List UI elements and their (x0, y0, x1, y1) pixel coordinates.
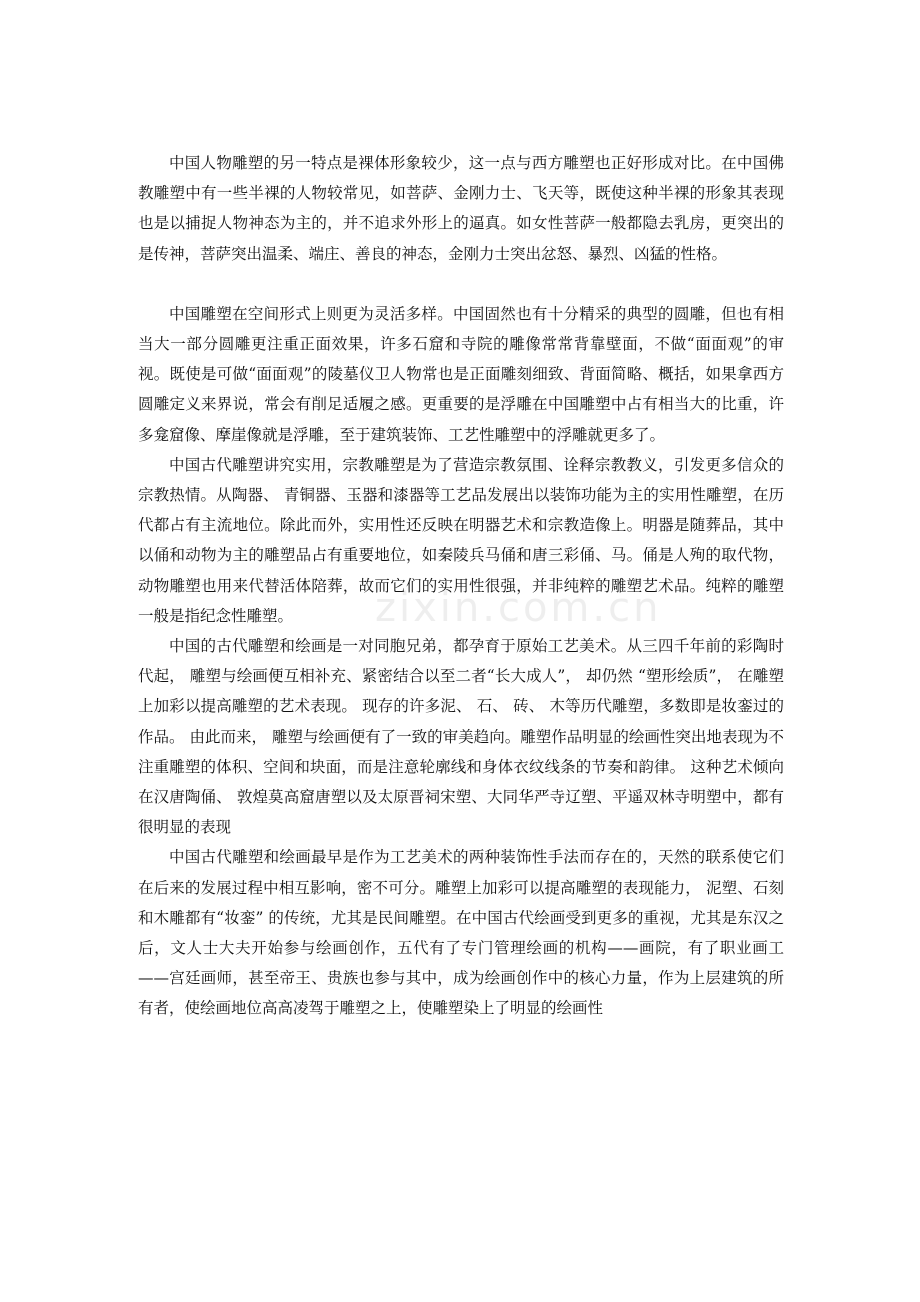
paragraph-spatial-form: 中国雕塑在空间形式上则更为灵活多样。中国固然也有十分精采的典型的圆雕，但也有相当大一部分圆雕更注重正面效果，许多石窟和寺院的雕像常常背靠壁面，不做“面面观”的审视。既使是可做“面面观”的陵墓仪卫人物常也是正面雕刻细致、背面简略、概括，如果拿西方圆雕定义来界说，常会有削足适履之感。更重要的是浮雕在中国雕塑中占有相当大的比重，许多龛窟像、摩崖像就是浮雕，至于建筑装饰、工艺性雕塑中的浮雕就更多了。 (138, 304, 784, 444)
paragraph-sculpture-painting: 中国的古代雕塑和绘画是一对同胞兄弟，都孕育于原始工艺美术。从三四千年前的彩陶时代起， 雕塑与绘画便互相补充、紧密结合以至二者“长大成人”， 却仍然 “塑形绘质”， 在雕塑上加彩以提高雕塑的艺术表现。 现存的许多泥、 石、 砖、 木等历代雕塑，多数即是妆銮过的作品。 由此而来， 雕塑与绘画便有了一致的审美趋向。雕塑作品明显的绘画性突出地表现为不注重雕塑的体积、空间和块面，而是注意轮廓线和身体衣纹线条的节奏和韵律。 这种艺术倾向在汉唐陶俑、 敦煌莫高窟唐塑以及太原晋祠宋塑、大同华严寺辽塑、平遥双林寺明塑中，都有很明显的表现 (138, 637, 784, 837)
paragraph-nude-figures: 中国人物雕塑的另一特点是裸体形象较少，这一点与西方雕塑也正好形成对比。在中国佛教雕塑中有一些半裸的人物较常见，如菩萨、金刚力士、飞天等，既使这种半裸的形象其表现也是以捕捉人物神态为主的，并不追求外形上的逼真。如女性菩萨一般都隐去乳房，更突出的是传神，菩萨突出温柔、端庄、善良的神态，金刚力士突出忿怒、暴烈、凶猛的性格。 (138, 154, 784, 263)
paragraph-practical-use: 中国古代雕塑讲究实用，宗教雕塑是为了营造宗教氛围、诠释宗教教义，引发更多信众的宗教热情。从陶器、 青铜器、玉器和漆器等工艺品发展出以装饰功能为主的实用性雕塑，在历代都占有主流地位。除此而外，实用性还反映在明器艺术和宗教造像上。明器是随葬品，其中以俑和动物为主的雕塑品占有重要地位，如秦陵兵马俑和唐三彩俑、马。俑是人殉的取代物，动物雕塑也用来代替活体陪葬，故而它们的实用性很强，并非纯粹的雕塑艺术品。纯粹的雕塑一般是指纪念性雕塑。 (138, 455, 784, 625)
paragraph-decorative-origins: 中国古代雕塑和绘画最早是作为工艺美术的两种装饰性手法而存在的，天然的联系使它们在后来的发展过程中相互影响，密不可分。雕塑上加彩可以提高雕塑的表现能力， 泥塑、石刻和木雕都有“妆銮” 的传统，尤其是民间雕塑。在中国古代绘画受到更多的重视，尤其是东汉之后，文人士大夫开始参与绘画创作，五代有了专门管理绘画的机构——画院，有了职业画工——宫廷画师，甚至帝王、贵族也参与其中，成为绘画创作中的核心力量，作为上层建筑的所有者，使绘画地位高高凌驾于雕塑之上，使雕塑染上了明显的绘画性 (138, 848, 784, 1018)
document-body (138, 148, 784, 1024)
paragraph-gap (138, 269, 784, 299)
watermark-text: zixin.com.cn (375, 585, 662, 631)
